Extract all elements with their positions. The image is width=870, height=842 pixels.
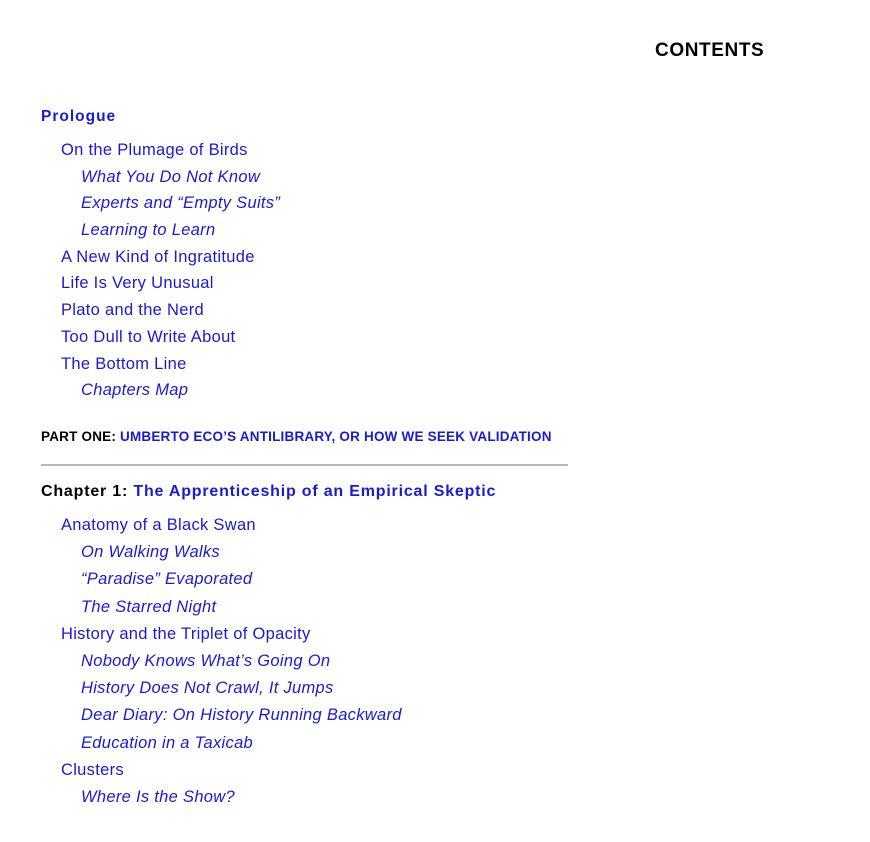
chapter-1-prefix: Chapter 1: <box>41 483 134 500</box>
toc-link-chapters-map[interactable]: Chapters Map <box>81 381 189 400</box>
part-one-heading <box>41 429 552 444</box>
toc-link-what-you-do-not-know[interactable]: What You Do Not Know <box>81 167 261 186</box>
toc-link-paradise-evaporated[interactable]: “Paradise” Evaporated <box>81 570 253 589</box>
toc-link-education-in-a-taxicab[interactable]: Education in a Taxicab <box>81 733 254 752</box>
part-one-prefix: PART ONE: <box>41 429 120 444</box>
toc-link-where-is-the-show[interactable]: Where Is the Show? <box>81 787 235 806</box>
toc-link-too-dull-to-write-about[interactable]: Too Dull to Write About <box>61 327 236 346</box>
toc-link-experts-and-empty-suits[interactable]: Experts and “Empty Suits” <box>81 194 281 213</box>
page-title: CONTENTS <box>655 40 765 61</box>
toc-link-the-starred-night[interactable]: The Starred Night <box>81 597 217 616</box>
toc-link-on-the-plumage-of-birds[interactable]: On the Plumage of Birds <box>61 141 248 159</box>
toc-link-learning-to-learn[interactable]: Learning to Learn <box>81 221 216 240</box>
toc-link-prologue[interactable]: Prologue <box>41 108 117 125</box>
toc-link-on-walking-walks[interactable]: On Walking Walks <box>81 543 220 562</box>
toc-link-nobody-knows-whats-going-on[interactable]: Nobody Knows What’s Going On <box>81 651 331 670</box>
toc-link-life-is-very-unusual[interactable]: Life Is Very Unusual <box>61 274 214 293</box>
chapter-1-heading <box>41 483 496 501</box>
toc-link-history-does-not-crawl[interactable]: History Does Not Crawl, It Jumps <box>81 679 334 698</box>
toc-link-chapter-1[interactable]: The Apprenticeship of an Empirical Skeptic <box>133 483 497 500</box>
chapter-1-toc-list <box>0 512 870 811</box>
toc-link-clusters[interactable]: Clusters <box>61 760 124 779</box>
toc-link-part-one[interactable]: UMBERTO ECO’S ANTILIBRARY, OR HOW WE SEEK VALIDATION <box>120 429 552 444</box>
toc-link-dear-diary[interactable]: Dear Diary: On History Running Backward <box>81 706 402 725</box>
toc-link-history-and-the-triplet-of-opacity[interactable]: History and the Triplet of Opacity <box>61 624 311 643</box>
toc-link-the-bottom-line[interactable]: The Bottom Line <box>61 354 187 373</box>
toc-link-anatomy-of-a-black-swan[interactable]: Anatomy of a Black Swan <box>61 516 256 534</box>
toc-link-plato-and-the-nerd[interactable]: Plato and the Nerd <box>61 301 204 320</box>
toc-link-a-new-kind-of-ingratitude[interactable]: A New Kind of Ingratitude <box>61 247 255 266</box>
prologue-toc-list <box>0 137 870 404</box>
section-divider <box>41 464 568 466</box>
